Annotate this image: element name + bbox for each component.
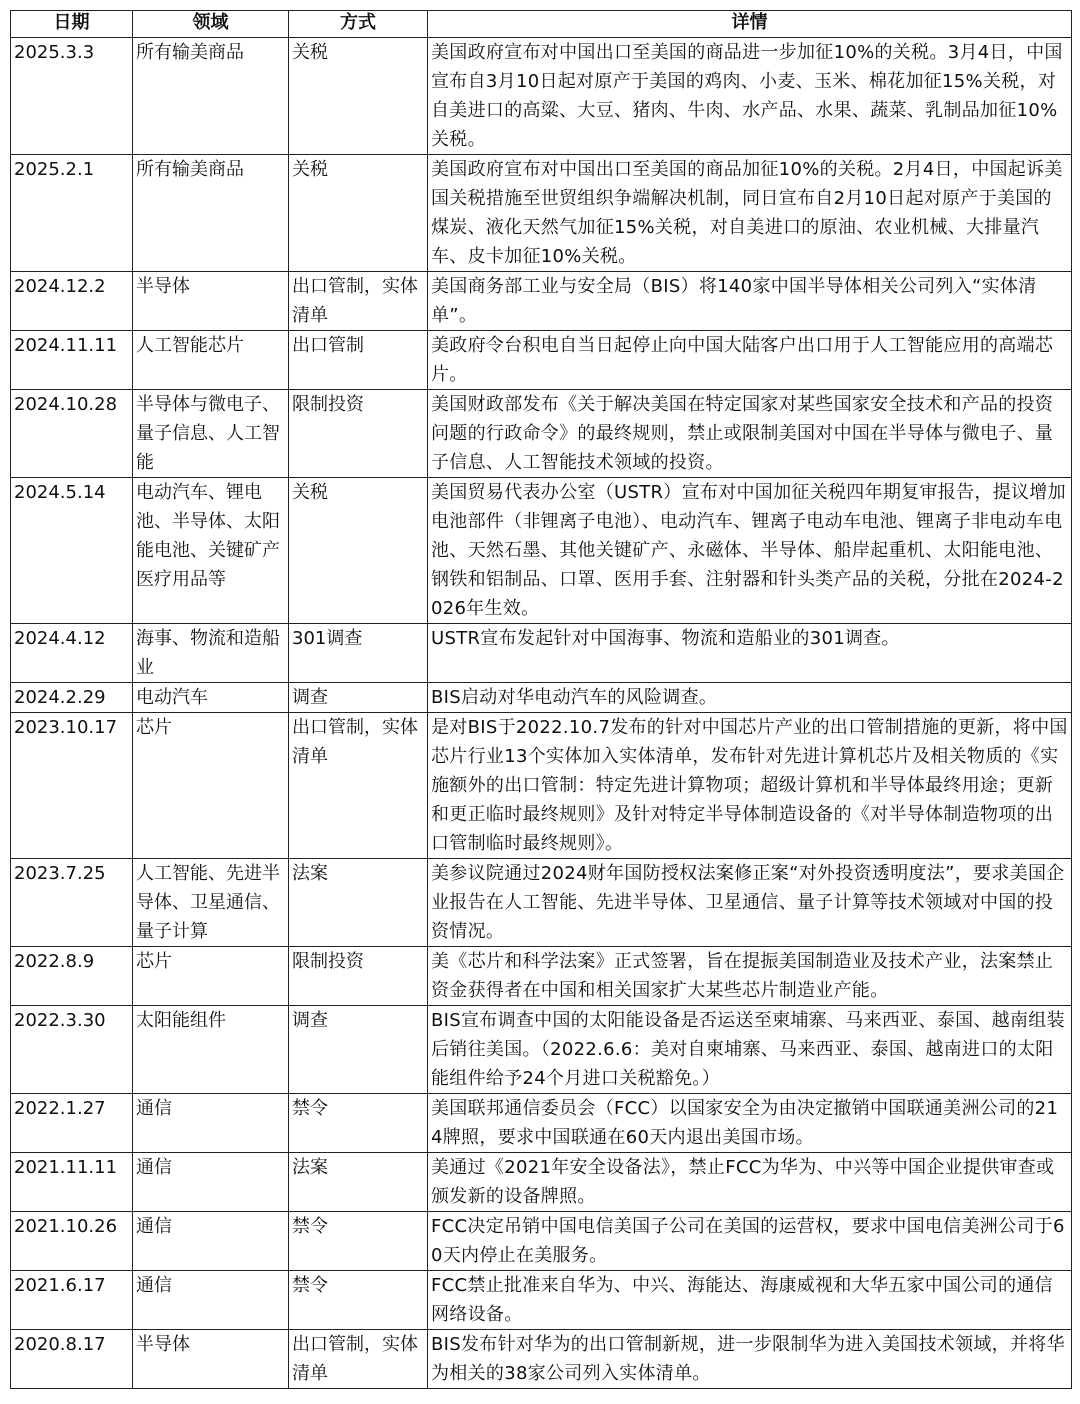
field-cell: 通信 [133,1271,289,1330]
method-cell: 限制投资 [289,947,428,1006]
field-cell: 芯片 [133,713,289,859]
detail-cell: 是对BIS于2022.10.7发布的针对中国芯片产业的出口管制措施的更新，将中国芯片行业13个实体加入实体清单，发布针对先进计算机芯片及相关物质的《实施额外的出口管制：特定先进计算物项；超级计算机和半导体最终用途；更新和更正临时最终规则》及针对特定半导体制造设备的《对半导体制造物项的出口管制临时最终规则》。 [428,713,1072,859]
detail-cell: 美参议院通过2024财年国防授权法案修正案“对外投资透明度法”，要求美国企业报告在人工智能、先进半导体、卫星通信、量子计算等技术领域对中国的投资情况。 [428,859,1072,947]
field-cell: 通信 [133,1094,289,1153]
table-body [11,38,1072,1389]
method-cell: 关税 [289,38,428,155]
method-cell: 限制投资 [289,390,428,478]
field-cell: 半导体与微电子、量子信息、人工智能 [133,390,289,478]
detail-cell: 美国政府宣布对中国出口至美国的商品进一步加征10%的关税。3月4日，中国宣布自3月10日起对原产于美国的鸡肉、小麦、玉米、棉花加征15%关税，对自美进口的高粱、大豆、猪肉、牛肉、水产品、水果、蔬菜、乳制品加征10%关税。 [428,38,1072,155]
field-cell: 电动汽车、锂电池、半导体、太阳能电池、关键矿产医疗用品等 [133,478,289,624]
field-cell: 通信 [133,1153,289,1212]
method-cell: 出口管制，实体清单 [289,272,428,331]
date-cell: 2021.6.17 [11,1271,133,1330]
field-cell: 海事、物流和造船业 [133,624,289,683]
date-cell: 2020.8.17 [11,1330,133,1389]
table-row [11,1094,1072,1153]
table-row [11,1212,1072,1271]
method-cell: 关税 [289,155,428,272]
detail-cell: FCC决定吊销中国电信美国子公司在美国的运营权，要求中国电信美洲公司于60天内停止在美服务。 [428,1212,1072,1271]
detail-cell: 美通过《2021年安全设备法》，禁止FCC为华为、中兴等中国企业提供审查或颁发新的设备牌照。 [428,1153,1072,1212]
method-cell: 出口管制 [289,331,428,390]
measures-table [10,10,1072,1389]
table-row [11,331,1072,390]
detail-cell: BIS启动对华电动汽车的风险调查。 [428,683,1072,713]
table-row [11,624,1072,683]
header-row [11,11,1072,38]
header-field: 领域 [133,11,289,38]
method-cell: 禁令 [289,1212,428,1271]
method-cell: 出口管制，实体清单 [289,713,428,859]
date-cell: 2024.12.2 [11,272,133,331]
field-cell: 人工智能芯片 [133,331,289,390]
field-cell: 所有输美商品 [133,38,289,155]
date-cell: 2024.2.29 [11,683,133,713]
date-cell: 2024.10.28 [11,390,133,478]
date-cell: 2024.4.12 [11,624,133,683]
date-cell: 2022.8.9 [11,947,133,1006]
detail-cell: FCC禁止批准来自华为、中兴、海能达、海康威视和大华五家中国公司的通信网络设备。 [428,1271,1072,1330]
date-cell: 2022.3.30 [11,1006,133,1094]
detail-cell: 美国政府宣布对中国出口至美国的商品加征10%的关税。2月4日，中国起诉美国关税措施至世贸组织争端解决机制，同日宣布自2月10日起对原产于美国的煤炭、液化天然气加征15%关税，对自美进口的原油、农业机械、大排量汽车、皮卡加征10%关税。 [428,155,1072,272]
table-row [11,1153,1072,1212]
method-cell: 法案 [289,1153,428,1212]
table-row [11,390,1072,478]
date-cell: 2021.11.11 [11,1153,133,1212]
detail-cell: 美国联邦通信委员会（FCC）以国家安全为由决定撤销中国联通美洲公司的214牌照，要求中国联通在60天内退出美国市场。 [428,1094,1072,1153]
method-cell: 禁令 [289,1094,428,1153]
detail-cell: 美国财政部发布《关于解决美国在特定国家对某些国家安全技术和产品的投资问题的行政命令》的最终规则，禁止或限制美国对中国在半导体与微电子、量子信息、人工智能技术领域的投资。 [428,390,1072,478]
table-row [11,683,1072,713]
field-cell: 半导体 [133,272,289,331]
date-cell: 2024.11.11 [11,331,133,390]
table-row [11,478,1072,624]
method-cell: 关税 [289,478,428,624]
date-cell: 2021.10.26 [11,1212,133,1271]
method-cell: 301调查 [289,624,428,683]
header-method: 方式 [289,11,428,38]
detail-cell: 美国商务部工业与安全局（BIS）将140家中国半导体相关公司列入“实体清单”。 [428,272,1072,331]
table-row [11,947,1072,1006]
date-cell: 2023.10.17 [11,713,133,859]
field-cell: 通信 [133,1212,289,1271]
method-cell: 调查 [289,683,428,713]
table-row [11,1271,1072,1330]
table-row [11,1006,1072,1094]
table-row [11,272,1072,331]
detail-cell: BIS发布针对华为的出口管制新规，进一步限制华为进入美国技术领域，并将华为相关的38家公司列入实体清单。 [428,1330,1072,1389]
field-cell: 芯片 [133,947,289,1006]
table-row [11,859,1072,947]
field-cell: 人工智能、先进半导体、卫星通信、量子计算 [133,859,289,947]
method-cell: 出口管制，实体清单 [289,1330,428,1389]
table-row [11,155,1072,272]
field-cell: 半导体 [133,1330,289,1389]
table-row [11,1330,1072,1389]
method-cell: 禁令 [289,1271,428,1330]
date-cell: 2023.7.25 [11,859,133,947]
detail-cell: USTR宣布发起针对中国海事、物流和造船业的301调查。 [428,624,1072,683]
detail-cell: 美《芯片和科学法案》正式签署，旨在提振美国制造业及技术产业，法案禁止资金获得者在中国和相关国家扩大某些芯片制造业产能。 [428,947,1072,1006]
field-cell: 所有输美商品 [133,155,289,272]
table-row [11,713,1072,859]
header-detail: 详情 [428,11,1072,38]
method-cell: 法案 [289,859,428,947]
date-cell: 2022.1.27 [11,1094,133,1153]
detail-cell: 美国贸易代表办公室（USTR）宣布对中国加征关税四年期复审报告，提议增加电池部件（非锂离子电池）、电动汽车、锂离子电动车电池、锂离子非电动车电池、天然石墨、其他关键矿产、永磁体、半导体、船岸起重机、太阳能电池、钢铁和铝制品、口罩、医用手套、注射器和针头类产品的关税，分批在2024-2026年生效。 [428,478,1072,624]
detail-cell: BIS宣布调查中国的太阳能设备是否运送至柬埔寨、马来西亚、泰国、越南组装后销往美国。（2022.6.6：美对自柬埔寨、马来西亚、泰国、越南进口的太阳能组件给予24个月进口关税豁免。） [428,1006,1072,1094]
field-cell: 电动汽车 [133,683,289,713]
detail-cell: 美政府令台积电自当日起停止向中国大陆客户出口用于人工智能应用的高端芯片。 [428,331,1072,390]
header-date: 日期 [11,11,133,38]
date-cell: 2024.5.14 [11,478,133,624]
date-cell: 2025.2.1 [11,155,133,272]
method-cell: 调查 [289,1006,428,1094]
field-cell: 太阳能组件 [133,1006,289,1094]
date-cell: 2025.3.3 [11,38,133,155]
table-row [11,38,1072,155]
